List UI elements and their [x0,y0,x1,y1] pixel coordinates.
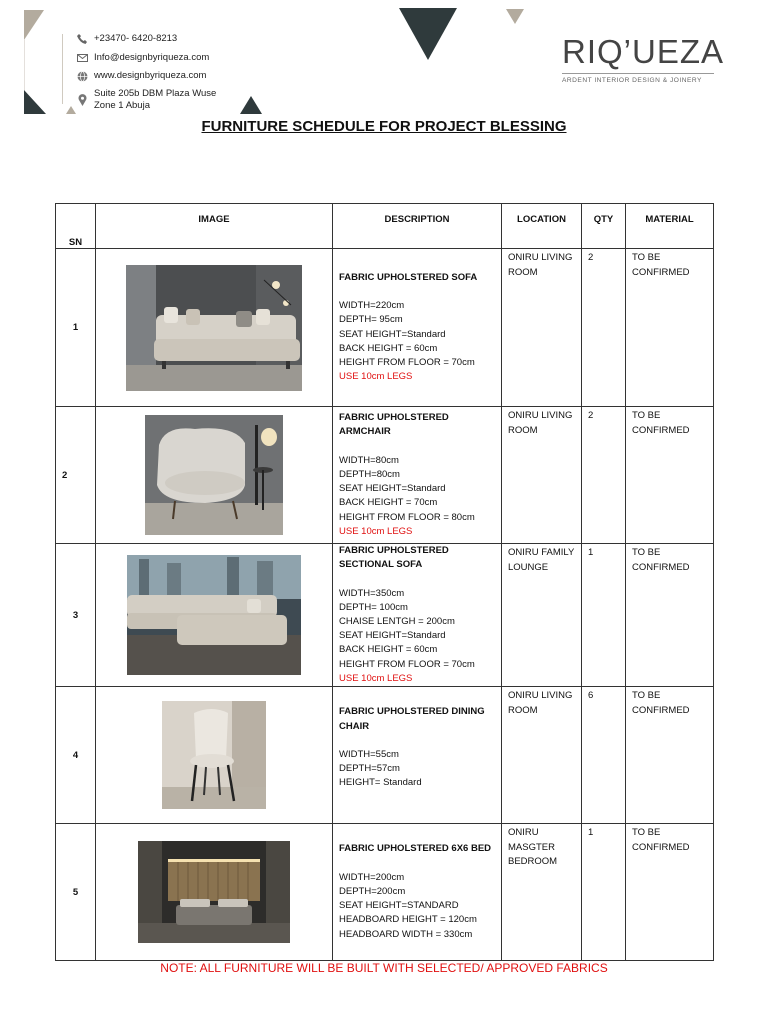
row-location: ONIRU LIVING ROOM [502,249,582,407]
row-sn: 1 [56,249,96,407]
row-qty: 2 [582,407,626,544]
item-name: FABRIC UPHOLSTERED DINING CHAIR [339,706,485,732]
row-qty: 1 [582,824,626,961]
sectional-sofa-image [127,555,301,675]
contact-phone [75,30,216,49]
item-name: FABRIC UPHOLSTERED ARMCHAIR [339,412,449,438]
spec-line: WIDTH=200cm [339,871,405,883]
header-location: LOCATION [502,204,582,249]
row-qty: 6 [582,687,626,824]
header-sn: SN [56,204,96,249]
mail-icon [75,52,89,64]
page-title: FURNITURE SCHEDULE FOR PROJECT BLESSING [201,118,567,135]
row-sn: 2 [56,407,96,544]
top-line-decoration [62,34,63,104]
address-line-2: Zone 1 Abuja [94,99,150,111]
row-sn: 4 [56,687,96,824]
row-sn: 3 [56,544,96,687]
contact-website [75,67,216,86]
table-row [56,407,714,544]
spec-line: SEAT HEIGHT=Standard [339,630,446,642]
table-row [56,824,714,961]
contact-email [75,49,216,68]
header-description: DESCRIPTION [333,204,502,249]
brand-divider [562,73,714,74]
email-text: Info@designbyriqueza.com [94,51,210,63]
sofa-image [126,265,302,391]
footer-note: NOTE: ALL FURNITURE WILL BE BUILT WITH SELECTED/ APPROVED FABRICS [160,961,608,975]
spec-line: BACK HEIGHT = 70cm [339,497,438,509]
header-material: MATERIAL [626,204,714,249]
spec-line: WIDTH=55cm [339,749,399,761]
spec-line: DEPTH= 95cm [339,314,403,326]
spec-line: SEAT HEIGHT=Standard [339,483,446,495]
location-pin-icon [75,94,89,106]
spec-line: BACK HEIGHT = 60cm [339,644,438,656]
spec-line: HEIGHT FROM FLOOR = 70cm [339,658,475,670]
spec-line: BACK HEIGHT = 60cm [339,342,438,354]
item-name: FABRIC UPHOLSTERED SOFA [339,271,478,283]
row-material: TO BE CONFIRMED [626,407,714,544]
row-description [333,687,502,824]
spec-line: SEAT HEIGHT=Standard [339,328,446,340]
row-material: TO BE CONFIRMED [626,824,714,961]
globe-icon [75,70,89,82]
table-row [56,249,714,407]
row-description [333,249,502,407]
brand-name: RIQ’UEZA [562,33,725,70]
spec-line: HEIGHT= Standard [339,777,422,789]
row-location: ONIRU LIVING ROOM [502,407,582,544]
spec-line: WIDTH=80cm [339,454,399,466]
row-location: ONIRU FAMILY LOUNGE [502,544,582,687]
spec-line: HEIGHT FROM FLOOR = 70cm [339,356,475,368]
spec-line: DEPTH=57cm [339,763,400,775]
row-description [333,544,502,687]
row-image-cell [96,249,333,407]
dining-chair-image [162,701,266,809]
contact-address [75,86,216,114]
row-location: ONIRU LIVING ROOM [502,687,582,824]
address-line-1: Suite 205b DBM Plaza Wuse [94,87,217,99]
row-image-cell [96,544,333,687]
row-description [333,824,502,961]
brand-logo [562,34,724,84]
header-qty: QTY [582,204,626,249]
spec-line: WIDTH=220cm [339,300,405,312]
table-header-row [56,204,714,249]
armchair-image [145,415,283,535]
item-name: FABRIC UPHOLSTERED 6X6 BED [339,843,492,855]
leg-note: USE 10cm LEGS [339,672,413,684]
row-location: ONIRU MASGTER BEDROOM [502,824,582,961]
spec-line: CHAISE LENTGH = 200cm [339,616,455,628]
large-triangle-decoration [399,8,457,60]
spec-line: HEADBOARD WIDTH = 330cm [339,928,473,940]
leg-note: USE 10cm LEGS [339,371,413,383]
spec-line: DEPTH=200cm [339,885,406,897]
phone-icon [75,33,89,45]
spec-line: HEADBOARD HEIGHT = 120cm [339,914,477,926]
corner-bracket-decoration [24,10,46,114]
spec-line: SEAT HEIGHT=STANDARD [339,900,459,912]
table-row [56,687,714,824]
spec-line: DEPTH=80cm [339,468,400,480]
bed-image [138,841,290,943]
row-material: TO BE CONFIRMED [626,687,714,824]
row-material: TO BE CONFIRMED [626,249,714,407]
row-description [333,407,502,544]
phone-text: +23470- 6420-8213 [94,33,178,44]
small-triangle-decoration [506,9,524,24]
triangle-decoration [240,96,262,114]
leg-note: USE 10cm LEGS [339,525,413,537]
row-qty: 1 [582,544,626,687]
item-name: FABRIC UPHOLSTERED SECTIONAL SOFA [339,545,449,571]
row-material: TO BE CONFIRMED [626,544,714,687]
spec-line: DEPTH= 100cm [339,601,408,613]
table-row [56,544,714,687]
website-text: www.designbyriqueza.com [94,70,207,81]
row-image-cell [96,407,333,544]
contact-block [75,30,216,114]
row-image-cell [96,687,333,824]
header-image: IMAGE [96,204,333,249]
row-sn: 5 [56,824,96,961]
row-qty: 2 [582,249,626,407]
spec-line: WIDTH=350cm [339,587,405,599]
row-image-cell [96,824,333,961]
spec-line: HEIGHT FROM FLOOR = 80cm [339,511,475,523]
furniture-schedule-table [55,203,714,961]
brand-tagline: ARDENT INTERIOR DESIGN & JOINERY [562,77,702,84]
